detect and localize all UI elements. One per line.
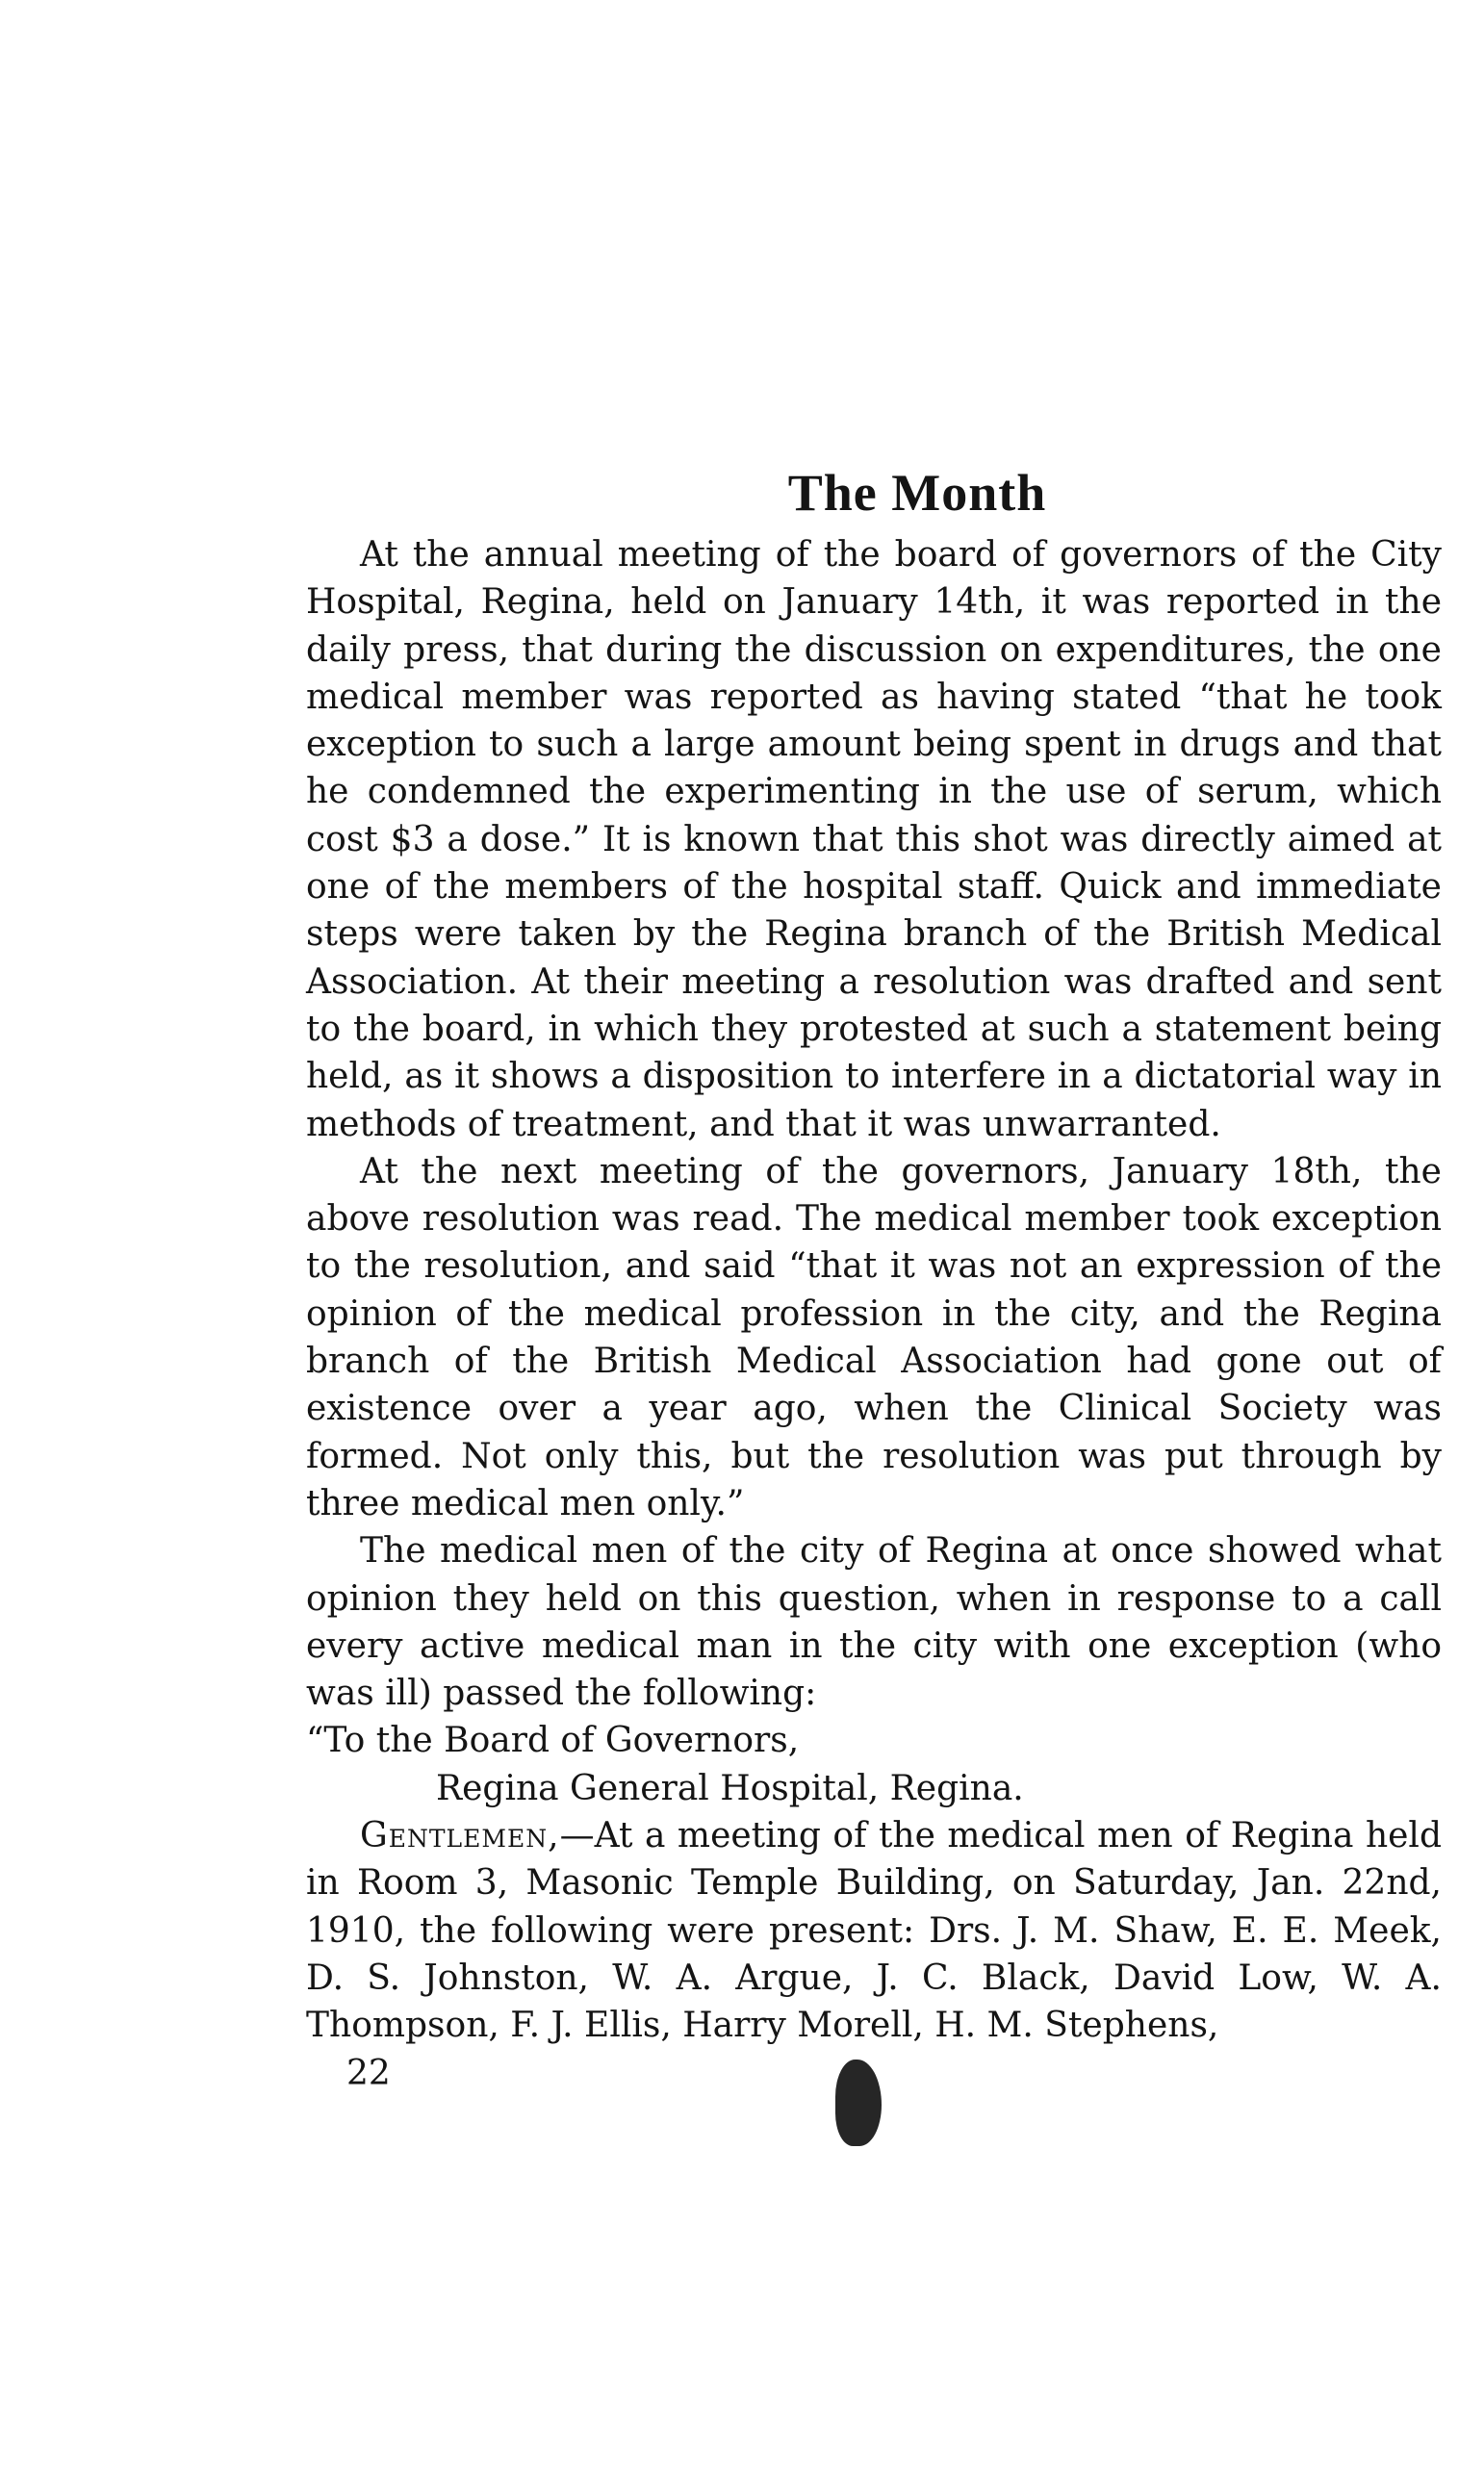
paragraph-1: At the annual meeting of the board of governors of the City Hospital, Regina, held on January 14th, it was reported in the daily press, that during the discussion on expenditures, the one medical member was reported as having stated “that he took exception to such a large amount being spent in drugs and that he condemned the experimenting in the use of serum, which cost $3 a dose.” It is known that this shot was directly aimed at one of the members of the hospital staff. Quick and immediate steps were taken by the Regina branch of the British Medical Association. At their meeting a resolution was drafted and sent to the board, in which they protested at such a statement being held, as it shows a disposition to interfere in a dictatorial way in methods of treatment, and that it was unwarranted. xyxy=(306,535,1442,1144)
ink-blot-mark xyxy=(835,2060,882,2146)
paragraph-2: At the next meeting of the governors, January 18th, the above resolution was read. The medical member took exception to the resolution, and said “that it was not an expression of the opinion of the medical profession in the city, and the Regina branch of the British Medical Association had gone out of existence over a year ago, when the Clinical Society was formed. Not only this, but the resolution was put through by three medical men only.” xyxy=(306,1151,1442,1523)
letter-paragraph xyxy=(306,1812,1442,2049)
article-body xyxy=(306,531,1442,2050)
letter-greeting: Gentlemen, xyxy=(360,1816,560,1856)
paragraph-3: The medical men of the city of Regina at once showed what opinion they held on this question, when in response to a call every active medical man in the city with one exception (who was ill) passed the following: xyxy=(306,1531,1442,1714)
letter-body: —At a meeting of the medical men of Regina held in Room 3, Masonic Temple Building, on Saturday, Jan. 22nd, 1910, the following were present: Drs. J. M. Shaw, E. E. Meek, D. S. Johnston, W. A. Argue, J. C. Black, David Low, W. A. Thompson, F. J. Ellis, Harry Morell, H. M. Stephens, xyxy=(306,1816,1442,2046)
page-number: 22 xyxy=(346,2053,391,2093)
page-title: The Month xyxy=(787,464,1047,522)
letter-salutation: “To the Board of Governors, xyxy=(306,1721,800,1761)
document-page xyxy=(306,462,1442,2097)
letter-address: Regina General Hospital, Regina. xyxy=(436,1768,1024,1808)
